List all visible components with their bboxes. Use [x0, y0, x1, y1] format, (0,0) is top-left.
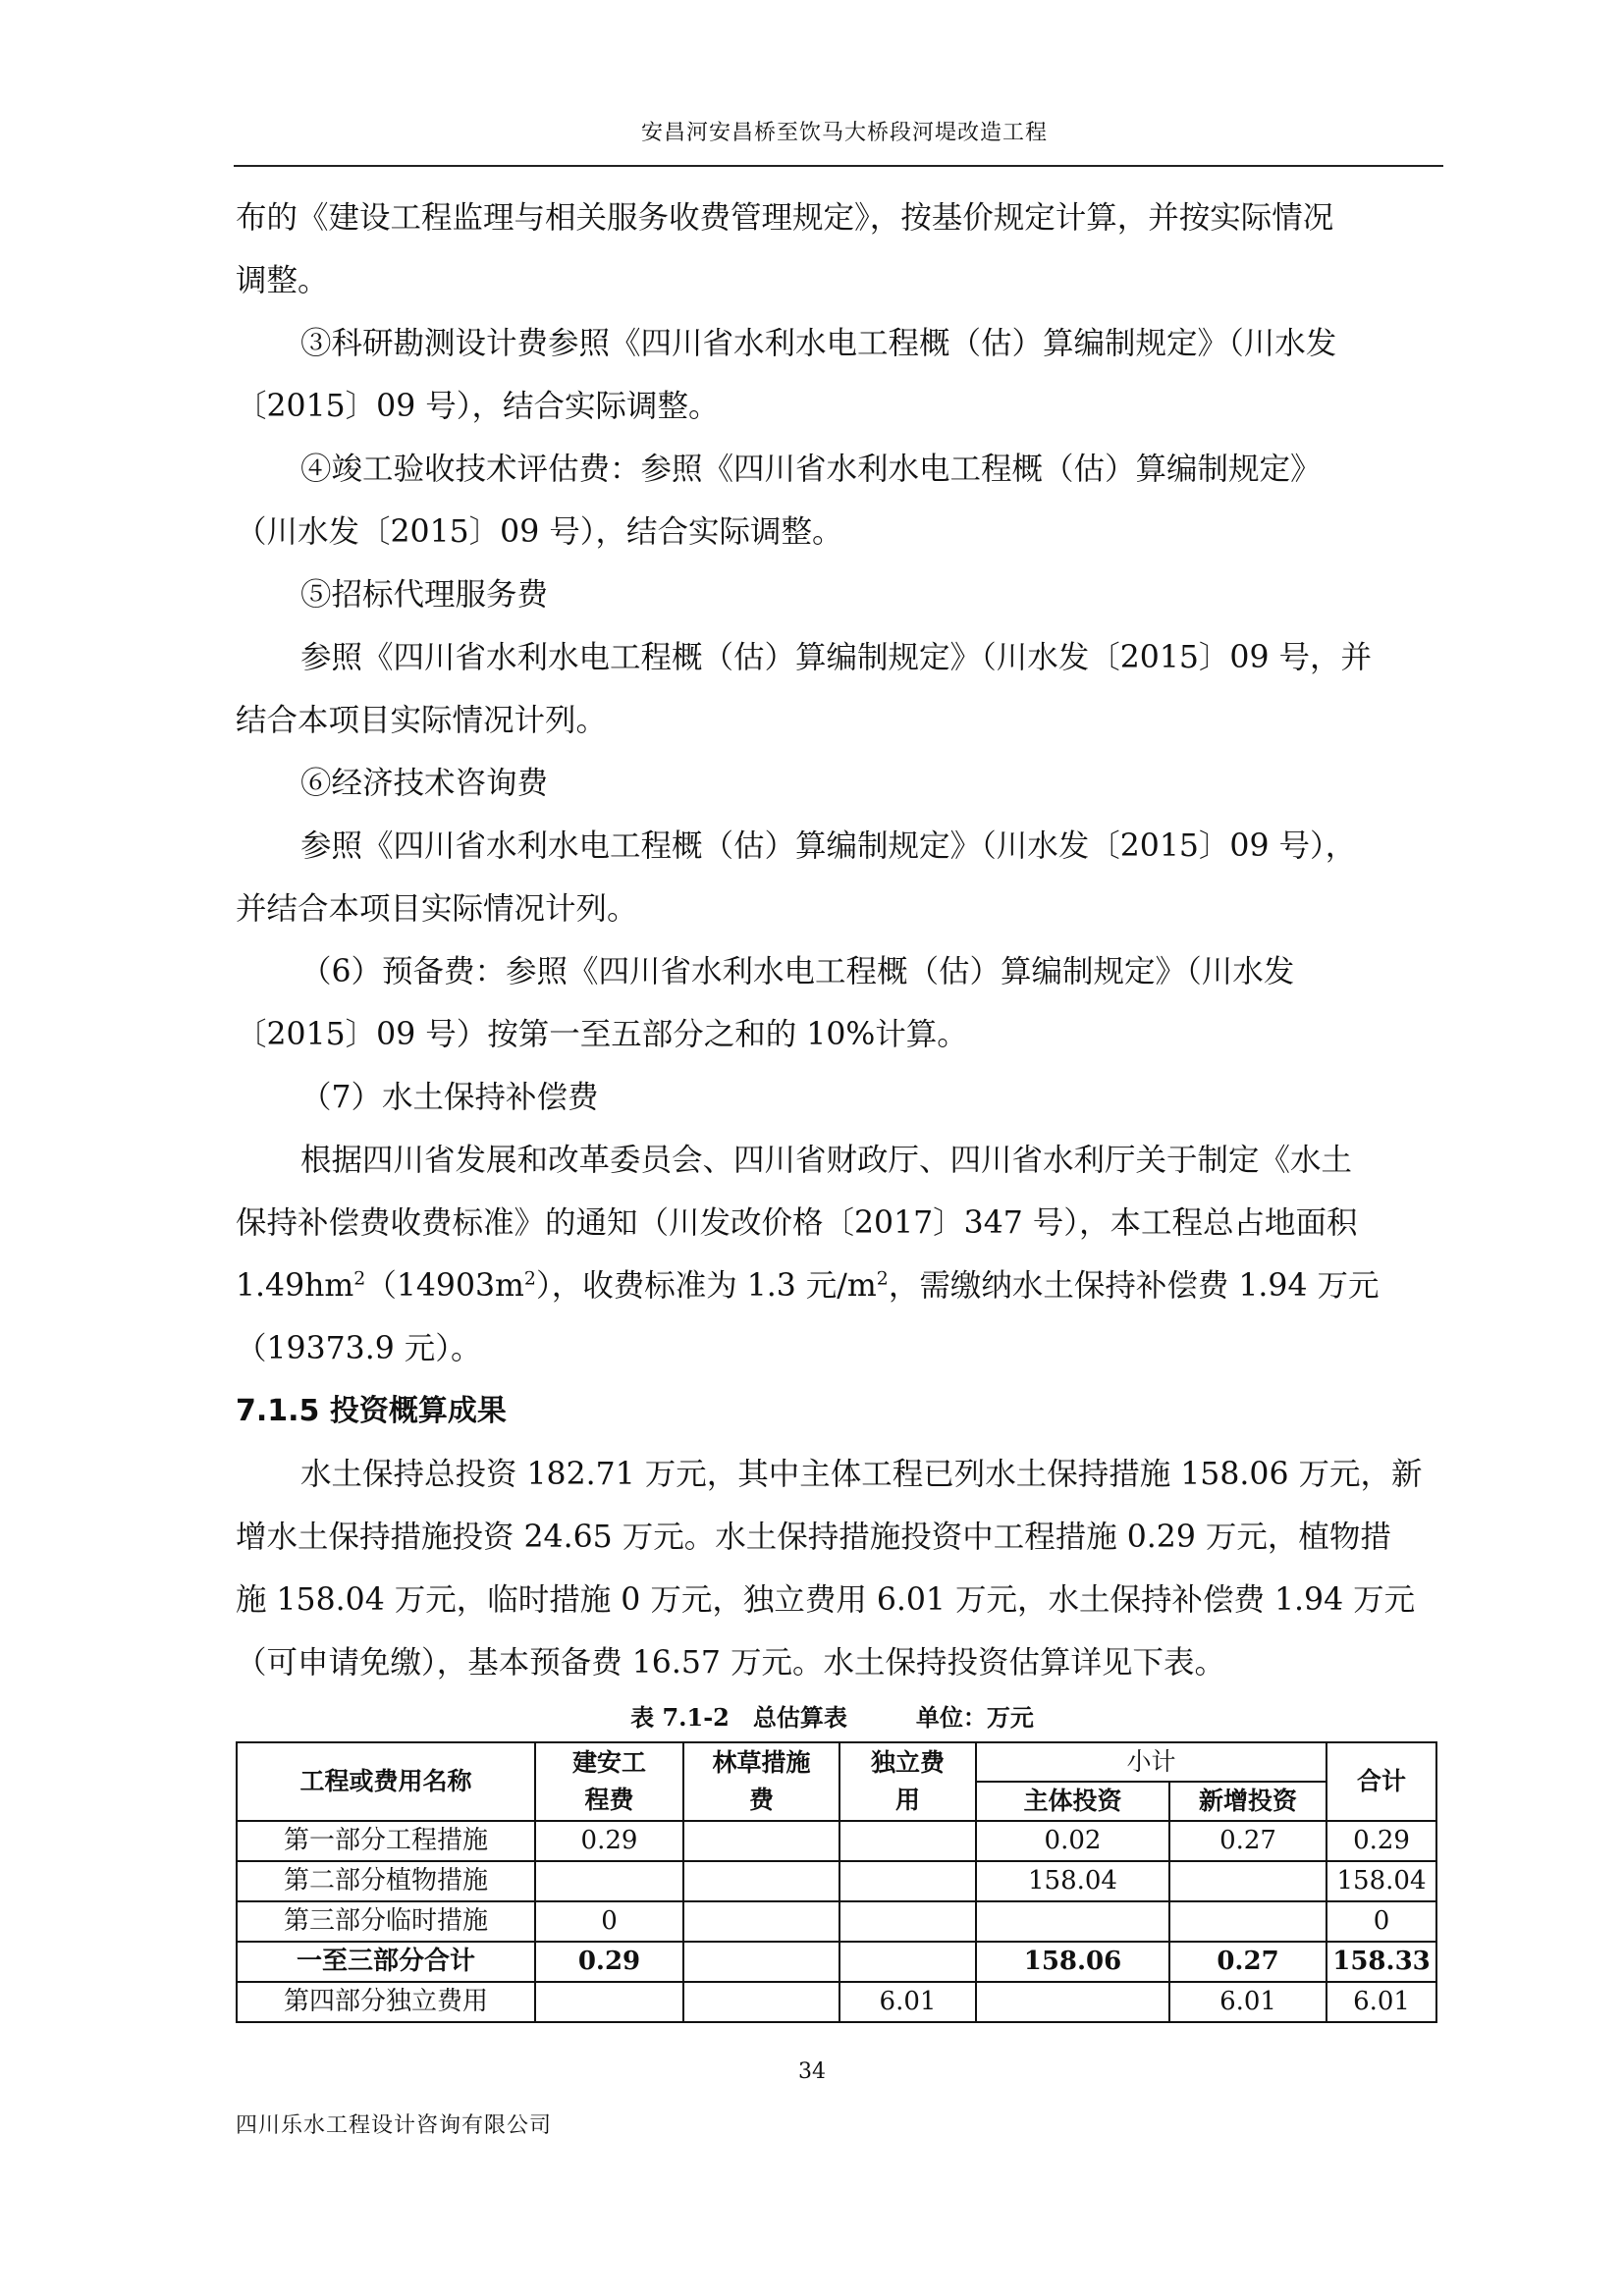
cell-name: 第四部分独立费用	[237, 1982, 535, 2022]
table-row	[237, 1861, 1436, 1901]
header-subtotal: 小计	[976, 1742, 1326, 1782]
page-number: 34	[798, 2059, 826, 2084]
header-construction	[535, 1742, 683, 1821]
cell-total: 158.04	[1326, 1861, 1436, 1901]
cell-new	[1169, 1901, 1326, 1942]
cell-name: 第一部分工程措施	[237, 1821, 535, 1861]
cell-independent	[839, 1901, 976, 1942]
header-text: 建安工	[571, 1748, 646, 1777]
table-row	[237, 1982, 1436, 2022]
paragraph-line: （7）水土保持补偿费	[300, 1080, 599, 1115]
cell-independent: 6.01	[839, 1982, 976, 2022]
cell-main: 158.04	[976, 1861, 1169, 1901]
cell-total: 0	[1326, 1901, 1436, 1942]
page-content	[236, 187, 1429, 2023]
cell-total: 158.33	[1326, 1942, 1436, 1982]
cell-total: 6.01	[1326, 1982, 1436, 2022]
paragraph-line: 调整。	[236, 263, 329, 298]
cell-main: 0.02	[976, 1821, 1169, 1861]
cell-name: 一至三部分合计	[237, 1942, 535, 1982]
cell-total: 0.29	[1326, 1821, 1436, 1861]
paragraph-line: 参照《四川省水利水电工程概（估）算编制规定》（川水发〔2015〕09 号），	[300, 828, 1357, 864]
cell-construction: 0.29	[535, 1821, 683, 1861]
superscript: 2	[876, 1267, 889, 1290]
table-row	[237, 1821, 1436, 1861]
cell-construction	[535, 1861, 683, 1901]
cell-construction: 0.29	[535, 1942, 683, 1982]
paragraph-line: ⑥经济技术咨询费	[300, 766, 549, 801]
cell-forest	[683, 1982, 839, 2022]
header-rule	[234, 165, 1443, 167]
table-row	[237, 1901, 1436, 1942]
paragraph-line: 水土保持总投资 182.71 万元，其中主体工程已列水土保持措施 158.06 万元，新	[300, 1457, 1423, 1492]
paragraph-line: 根据四川省发展和改革委员会、四川省财政厅、四川省水利厅关于制定《水土	[300, 1143, 1353, 1178]
cell-forest	[683, 1861, 839, 1901]
paragraph-line: （6）预备费：参照《四川省水利水电工程概（估）算编制规定》（川水发	[300, 954, 1295, 989]
table-caption-title: 表 7.1-2 总估算表	[630, 1703, 847, 1732]
paragraph-line: 保持补偿费收费标准》的通知（川发改价格〔2017〕347 号），本工程总占地面积	[236, 1205, 1358, 1241]
paragraph-line: ④竣工验收技术评估费：参照《四川省水利水电工程概（估）算编制规定》	[300, 452, 1322, 487]
header-name: 工程或费用名称	[237, 1742, 535, 1821]
superscript: 2	[523, 1267, 536, 1290]
cell-main: 158.06	[976, 1942, 1169, 1982]
header-independent	[839, 1742, 976, 1821]
cell-independent	[839, 1821, 976, 1861]
cell-construction	[535, 1982, 683, 2022]
cell-name: 第二部分植物措施	[237, 1861, 535, 1901]
text-run: ，需缴纳水土保持补偿费 1.94 万元	[888, 1268, 1380, 1304]
cell-name: 第三部分临时措施	[237, 1901, 535, 1942]
header-main-investment: 主体投资	[976, 1782, 1169, 1821]
header-text: 用	[894, 1786, 920, 1814]
cell-forest	[683, 1942, 839, 1982]
table-row-subtotal	[237, 1942, 1436, 1982]
cell-new: 0.27	[1169, 1821, 1326, 1861]
paragraph-line: 布的《建设工程监理与相关服务收费管理规定》，按基价规定计算，并按实际情况	[236, 200, 1334, 236]
cell-new	[1169, 1861, 1326, 1901]
paragraph-line: （川水发〔2015〕09 号），结合实际调整。	[236, 514, 843, 550]
footer-company: 四川乐水工程设计咨询有限公司	[236, 2113, 553, 2138]
section-heading: 7.1.5 投资概算成果	[236, 1394, 507, 1428]
cell-forest	[683, 1821, 839, 1861]
paragraph-line: 结合本项目实际情况计列。	[236, 703, 608, 738]
paragraph-line: 施 158.04 万元，临时措施 0 万元，独立费用 6.01 万元，水土保持补偿费 1.94 万元	[236, 1582, 1416, 1618]
paragraph-line: ③科研勘测设计费参照《四川省水利水电工程概（估）算编制规定》（川水发	[300, 326, 1337, 361]
running-header: 安昌河安昌桥至饮马大桥段河堤改造工程	[640, 121, 1048, 145]
paragraph-line: （19373.9 元）。	[236, 1331, 482, 1366]
paragraph-line-with-superscripts	[236, 1255, 1429, 1317]
cell-independent	[839, 1861, 976, 1901]
text-run: 1.49hm	[236, 1268, 354, 1304]
header-forest	[683, 1742, 839, 1821]
text-run: ），收费标准为 1.3 元/m	[535, 1268, 877, 1304]
budget-table	[236, 1741, 1437, 2023]
paragraph-line: 参照《四川省水利水电工程概（估）算编制规定》（川水发〔2015〕09 号，并	[300, 640, 1373, 675]
cell-forest	[683, 1901, 839, 1942]
header-text: 程费	[584, 1786, 634, 1814]
cell-new: 6.01	[1169, 1982, 1326, 2022]
text-run: （14903m	[365, 1268, 524, 1304]
paragraph-line: 〔2015〕09 号）按第一至五部分之和的 10%计算。	[236, 1017, 968, 1052]
superscript: 2	[353, 1267, 366, 1290]
paragraph-line: 并结合本项目实际情况计列。	[236, 891, 638, 927]
cell-main	[976, 1982, 1169, 2022]
table-caption-unit: 单位：万元	[915, 1703, 1034, 1732]
header-text: 独立费	[870, 1748, 945, 1777]
table-caption	[236, 1694, 1429, 1741]
cell-main	[976, 1901, 1169, 1942]
cell-construction: 0	[535, 1901, 683, 1942]
header-text: 林草措施	[712, 1748, 811, 1777]
paragraph-line: ⑤招标代理服务费	[300, 577, 549, 613]
header-total: 合计	[1326, 1742, 1436, 1821]
paragraph-line: 增水土保持措施投资 24.65 万元。水土保持措施投资中工程措施 0.29 万元，植物措	[236, 1520, 1391, 1555]
cell-independent	[839, 1942, 976, 1982]
cell-new: 0.27	[1169, 1942, 1326, 1982]
header-new-investment: 新增投资	[1169, 1782, 1326, 1821]
paragraph-line: （可申请免缴），基本预备费 16.57 万元。水土保持投资估算详见下表。	[236, 1645, 1225, 1681]
header-text: 费	[748, 1786, 774, 1814]
paragraph-line: 〔2015〕09 号），结合实际调整。	[236, 389, 720, 424]
